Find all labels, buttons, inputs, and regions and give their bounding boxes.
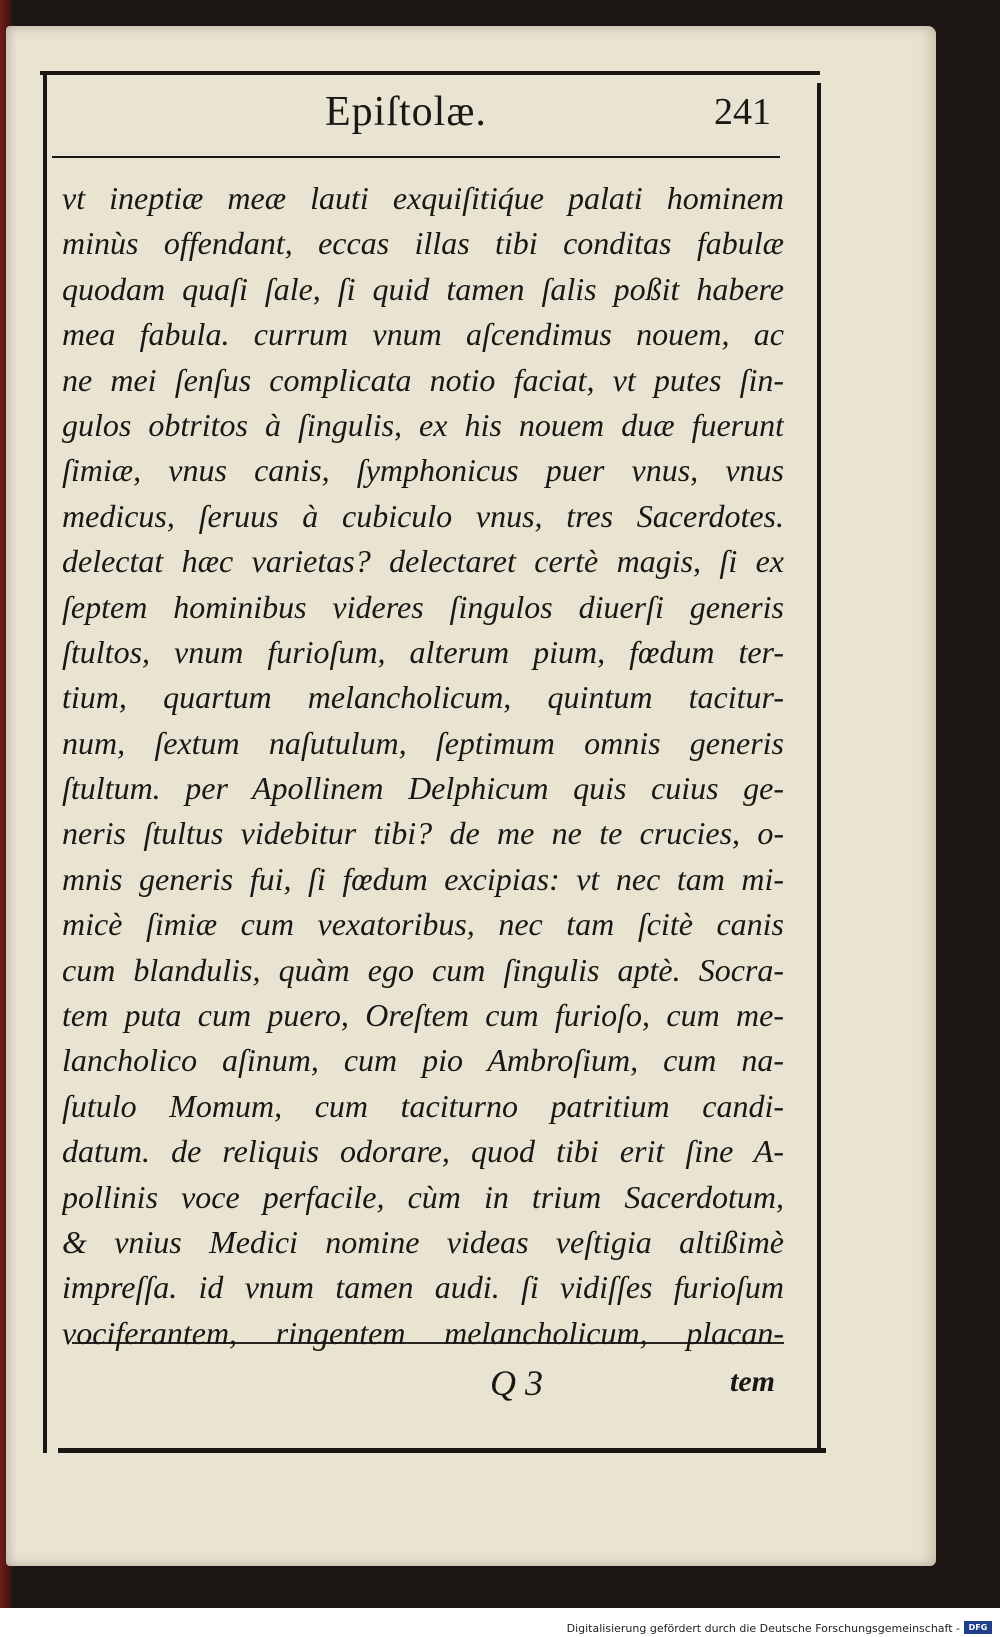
signature-mark: Q 3 bbox=[490, 1363, 543, 1403]
text-line: delectat hæc varietas? delectaret certè magis, ſi ex bbox=[62, 543, 784, 580]
text-line: pollinis voce perfacile, cùm in trium Sacerdotum, bbox=[62, 1178, 784, 1215]
text-line: vt ineptiæ meæ lauti exquiſitiq́ue palati hominem bbox=[62, 180, 784, 216]
text-line: ſimiæ, vnus canis, ſymphonicus puer vnus, vnus bbox=[62, 452, 784, 489]
text-line: micè ſimiæ cum vexatoribus, nec tam ſcitè canis bbox=[62, 906, 784, 943]
header-rule bbox=[52, 156, 780, 158]
text-line: tium, quartum melancholicum, quintum tacitur- bbox=[62, 679, 784, 716]
text-line: quodam quaſi ſale, ſi quid tamen ſalis poßit habere bbox=[62, 270, 784, 307]
text-line: medicus, ſeruus à cubiculo vnus, tres Sacerdotes. bbox=[62, 497, 784, 534]
text-line: mnis generis fui, ſi fœdum excipias: vt nec tam mi- bbox=[62, 860, 784, 897]
text-line: datum. de reliquis odorare, quod tibi erit ſine A- bbox=[62, 1133, 784, 1170]
text-line: neris ſtultus videbitur tibi? de me ne te crucies, o- bbox=[62, 815, 784, 852]
text-line: ſtultum. per Apollinem Delphicum quis cuius ge- bbox=[62, 770, 784, 807]
frame-bottom-border bbox=[58, 1448, 826, 1453]
page-number: 241 bbox=[714, 91, 771, 133]
dfg-logo[interactable]: DFG bbox=[964, 1621, 992, 1634]
text-line: ſutulo Momum, cum taciturno patritium candi- bbox=[62, 1087, 784, 1124]
frame-left-border bbox=[43, 73, 47, 1453]
text-line: lancholico aſinum, cum pio Ambroſium, cum na- bbox=[62, 1042, 784, 1079]
text-line: vociferantem, ringentem melancholicum, placan- bbox=[62, 1314, 784, 1351]
text-line: & vnius Medici nomine videas veſtigia altißimè bbox=[62, 1223, 784, 1260]
text-line: tem puta cum puero, Oreſtem cum furioſo, cum me- bbox=[62, 997, 784, 1034]
text-line: cum blandulis, quàm ego cum ſingulis aptè. Socra- bbox=[62, 951, 784, 988]
body-text bbox=[62, 176, 784, 1356]
text-line: mea fabula. currum vnum aſcendimus nouem, ac bbox=[62, 316, 784, 353]
frame-right-border bbox=[817, 83, 821, 1453]
text-line: gulos obtritos à ſingulis, ex his nouem duæ fuerunt bbox=[62, 406, 784, 443]
text-line: impreſſa. id vnum tamen audi. ſi vidiſſes furioſum bbox=[62, 1269, 784, 1306]
text-line: minùs offendant, eccas illas tibi conditas fabulæ bbox=[62, 225, 784, 262]
funding-note: Digitalisierung gefördert durch die Deutsche Forschungsgemeinschaft - bbox=[566, 1622, 960, 1635]
text-line: ſtultos, vnum furioſum, alterum pium, fœdum ter- bbox=[62, 633, 784, 670]
text-line: num, ſextum naſutulum, ſeptimum omnis generis bbox=[62, 724, 784, 761]
catchword: tem bbox=[730, 1365, 775, 1398]
text-line: ſeptem hominibus videres ſingulos diuerſi generis bbox=[62, 588, 784, 625]
frame-top-border bbox=[40, 71, 820, 75]
text-line: ne mei ſenſus complicata notio faciat, vt putes ſin- bbox=[62, 361, 784, 398]
running-head: Epiſtolæ. bbox=[325, 89, 487, 135]
